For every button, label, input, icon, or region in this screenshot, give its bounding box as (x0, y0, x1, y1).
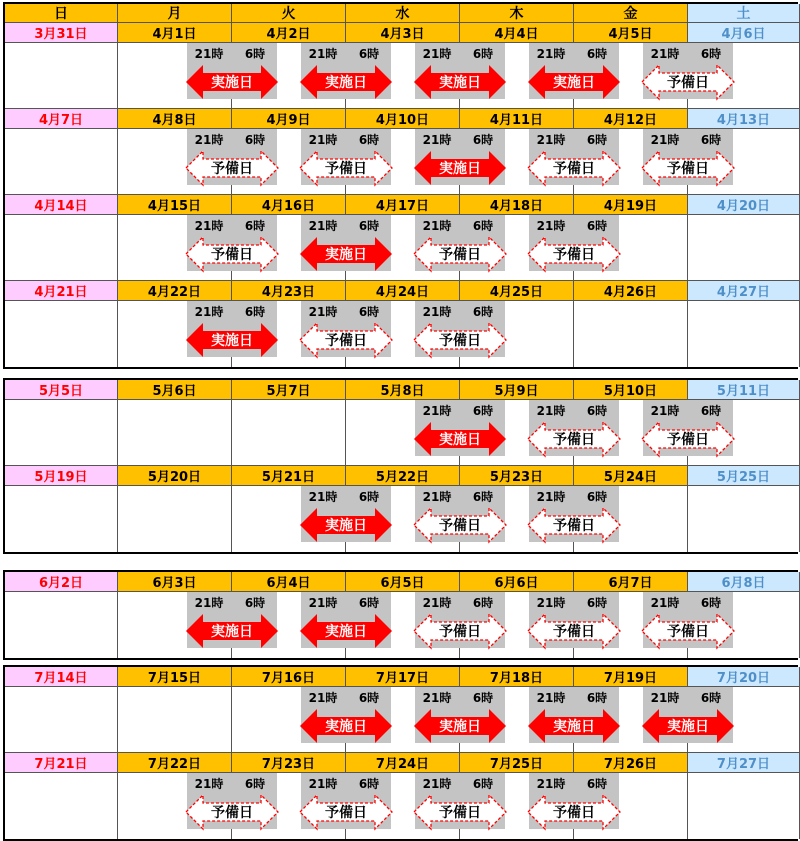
arrow-label: 予備日 (667, 75, 709, 91)
date-cell: 7月27日 (688, 753, 800, 773)
day-body-cell (5, 592, 118, 658)
date-cell: 7月15日 (118, 667, 232, 687)
implemented-day-arrow (300, 614, 392, 648)
date-cell: 4月8日 (118, 109, 232, 129)
date-cell: 4月17日 (346, 195, 460, 215)
start-time-label: 21時 (536, 404, 566, 418)
start-time-label: 21時 (194, 219, 224, 233)
reserve-day-arrow (528, 508, 620, 542)
reserve-day-arrow (642, 151, 734, 185)
reserve-day-arrow (186, 151, 278, 185)
end-time-label: 6時 (472, 133, 494, 147)
arrow-label: 予備日 (439, 333, 481, 349)
arrow-label: 予備日 (211, 247, 253, 263)
end-time-label: 6時 (700, 47, 722, 61)
date-cell: 6月7日 (574, 572, 688, 592)
arrow-label: 実施日 (325, 518, 367, 534)
arrow-label: 予備日 (553, 518, 595, 534)
reserve-day-arrow (414, 795, 506, 829)
arrow-label: 実施日 (325, 624, 367, 640)
arrow-label: 予備日 (211, 161, 253, 177)
date-cell: 4月12日 (574, 109, 688, 129)
implemented-day-arrow (300, 508, 392, 542)
start-time-label: 21時 (422, 219, 452, 233)
end-time-label: 6時 (586, 47, 608, 61)
arrow-label: 実施日 (325, 247, 367, 263)
arrow-label: 実施日 (211, 333, 253, 349)
start-time-label: 21時 (308, 47, 338, 61)
implemented-day-arrow (414, 709, 506, 743)
date-cell: 4月9日 (232, 109, 346, 129)
end-time-label: 6時 (586, 133, 608, 147)
date-cell: 4月11日 (460, 109, 574, 129)
reserve-day-arrow (528, 237, 620, 271)
end-time-label: 6時 (586, 490, 608, 504)
end-time-label: 6時 (244, 596, 266, 610)
arrow-label: 予備日 (553, 432, 595, 448)
date-cell: 3月31日 (5, 23, 118, 43)
date-cell: 7月18日 (460, 667, 574, 687)
arrow-label: 予備日 (211, 805, 253, 821)
date-cell: 4月22日 (118, 281, 232, 301)
implemented-day-arrow (186, 614, 278, 648)
start-time-label: 21時 (422, 691, 452, 705)
day-body-cell (688, 773, 800, 839)
arrow-label: 実施日 (553, 75, 595, 91)
date-cell: 5月11日 (688, 380, 800, 400)
weekday-header-3: 水 (346, 4, 460, 23)
date-cell: 5月21日 (232, 466, 346, 486)
start-time-label: 21時 (422, 47, 452, 61)
date-cell: 4月15日 (118, 195, 232, 215)
start-time-label: 21時 (308, 596, 338, 610)
start-time-label: 21時 (194, 305, 224, 319)
arrow-label: 予備日 (667, 432, 709, 448)
date-cell: 4月10日 (346, 109, 460, 129)
arrow-label: 実施日 (439, 161, 481, 177)
weekday-header-0: 日 (5, 4, 118, 23)
implemented-day-arrow (528, 709, 620, 743)
reserve-day-arrow (642, 422, 734, 456)
end-time-label: 6時 (358, 305, 380, 319)
reserve-day-arrow (186, 237, 278, 271)
date-cell: 4月1日 (118, 23, 232, 43)
calendar-block-1 (3, 2, 798, 369)
end-time-label: 6時 (358, 691, 380, 705)
date-cell: 7月20日 (688, 667, 800, 687)
date-cell: 4月13日 (688, 109, 800, 129)
date-cell: 7月24日 (346, 753, 460, 773)
end-time-label: 6時 (472, 305, 494, 319)
reserve-day-arrow (528, 422, 620, 456)
date-cell: 6月3日 (118, 572, 232, 592)
start-time-label: 21時 (422, 596, 452, 610)
end-time-label: 6時 (358, 133, 380, 147)
date-cell: 7月26日 (574, 753, 688, 773)
arrow-label: 予備日 (553, 624, 595, 640)
start-time-label: 21時 (194, 596, 224, 610)
arrow-label: 予備日 (439, 805, 481, 821)
day-body-cell (5, 687, 118, 753)
start-time-label: 21時 (536, 133, 566, 147)
start-time-label: 21時 (308, 777, 338, 791)
date-cell: 6月2日 (5, 572, 118, 592)
date-cell: 4月25日 (460, 281, 574, 301)
end-time-label: 6時 (472, 490, 494, 504)
date-cell: 4月14日 (5, 195, 118, 215)
arrow-label: 予備日 (325, 161, 367, 177)
reserve-day-arrow (300, 323, 392, 357)
end-time-label: 6時 (586, 691, 608, 705)
start-time-label: 21時 (194, 47, 224, 61)
date-cell: 4月20日 (688, 195, 800, 215)
start-time-label: 21時 (650, 596, 680, 610)
date-cell: 4月5日 (574, 23, 688, 43)
day-body-cell (5, 400, 118, 466)
reserve-day-arrow (528, 614, 620, 648)
start-time-label: 21時 (536, 490, 566, 504)
date-cell: 6月5日 (346, 572, 460, 592)
start-time-label: 21時 (308, 691, 338, 705)
weekday-header-5: 金 (574, 4, 688, 23)
reserve-day-arrow (414, 237, 506, 271)
start-time-label: 21時 (650, 691, 680, 705)
arrow-label: 予備日 (439, 518, 481, 534)
start-time-label: 21時 (308, 219, 338, 233)
arrow-label: 予備日 (553, 161, 595, 177)
start-time-label: 21時 (308, 305, 338, 319)
date-cell: 4月26日 (574, 281, 688, 301)
date-cell: 7月21日 (5, 753, 118, 773)
arrow-label: 実施日 (439, 75, 481, 91)
calendar-block-3 (3, 570, 798, 660)
end-time-label: 6時 (358, 777, 380, 791)
date-cell: 6月8日 (688, 572, 800, 592)
day-body-cell (5, 486, 118, 552)
calendar-block-2 (3, 378, 798, 554)
reserve-day-arrow (186, 795, 278, 829)
implemented-day-arrow (414, 65, 506, 99)
arrow-label: 実施日 (439, 432, 481, 448)
date-cell: 4月21日 (5, 281, 118, 301)
implemented-day-arrow (528, 65, 620, 99)
day-body-cell (5, 215, 118, 281)
day-body-cell (5, 129, 118, 195)
day-body-cell (574, 301, 688, 367)
day-body-cell (688, 486, 800, 552)
end-time-label: 6時 (700, 691, 722, 705)
arrow-label: 予備日 (325, 333, 367, 349)
arrow-label: 実施日 (667, 719, 709, 735)
date-cell: 4月6日 (688, 23, 800, 43)
start-time-label: 21時 (650, 47, 680, 61)
date-cell: 4月2日 (232, 23, 346, 43)
implemented-day-arrow (642, 709, 734, 743)
day-body-cell (5, 301, 118, 367)
weekday-header-2: 火 (232, 4, 346, 23)
end-time-label: 6時 (586, 404, 608, 418)
date-cell: 4月3日 (346, 23, 460, 43)
reserve-day-arrow (528, 795, 620, 829)
date-cell: 5月7日 (232, 380, 346, 400)
end-time-label: 6時 (472, 404, 494, 418)
start-time-label: 21時 (422, 305, 452, 319)
reserve-day-arrow (300, 795, 392, 829)
date-cell: 4月4日 (460, 23, 574, 43)
date-cell: 5月10日 (574, 380, 688, 400)
arrow-label: 実施日 (439, 719, 481, 735)
arrow-label: 予備日 (667, 161, 709, 177)
reserve-day-arrow (414, 323, 506, 357)
arrow-label: 実施日 (553, 719, 595, 735)
day-body-cell (5, 773, 118, 839)
date-cell: 7月14日 (5, 667, 118, 687)
reserve-day-arrow (528, 151, 620, 185)
date-cell: 4月19日 (574, 195, 688, 215)
date-cell: 4月7日 (5, 109, 118, 129)
day-body-cell (118, 400, 232, 466)
start-time-label: 21時 (194, 777, 224, 791)
date-cell: 5月19日 (5, 466, 118, 486)
end-time-label: 6時 (358, 490, 380, 504)
start-time-label: 21時 (536, 219, 566, 233)
reserve-day-arrow (642, 614, 734, 648)
start-time-label: 21時 (650, 133, 680, 147)
date-cell: 4月27日 (688, 281, 800, 301)
end-time-label: 6時 (586, 219, 608, 233)
arrow-label: 実施日 (211, 75, 253, 91)
start-time-label: 21時 (422, 777, 452, 791)
arrow-label: 予備日 (667, 624, 709, 640)
end-time-label: 6時 (700, 133, 722, 147)
reserve-day-arrow (642, 65, 734, 99)
reserve-day-arrow (414, 614, 506, 648)
date-cell: 4月18日 (460, 195, 574, 215)
implemented-day-arrow (300, 65, 392, 99)
day-body-cell (118, 687, 232, 753)
arrow-label: 予備日 (325, 805, 367, 821)
start-time-label: 21時 (422, 490, 452, 504)
implemented-day-arrow (414, 151, 506, 185)
end-time-label: 6時 (358, 219, 380, 233)
start-time-label: 21時 (536, 777, 566, 791)
date-cell: 5月6日 (118, 380, 232, 400)
weekday-header-6: 土 (688, 4, 800, 23)
end-time-label: 6時 (700, 596, 722, 610)
end-time-label: 6時 (244, 219, 266, 233)
date-cell: 5月5日 (5, 380, 118, 400)
arrow-label: 実施日 (325, 75, 367, 91)
arrow-label: 予備日 (553, 247, 595, 263)
reserve-day-arrow (414, 508, 506, 542)
date-cell: 7月23日 (232, 753, 346, 773)
arrow-label: 予備日 (439, 247, 481, 263)
start-time-label: 21時 (194, 133, 224, 147)
date-cell: 4月24日 (346, 281, 460, 301)
day-body-cell (232, 400, 346, 466)
calendar-block-4 (3, 665, 798, 841)
implemented-day-arrow (186, 65, 278, 99)
day-body-cell (688, 301, 800, 367)
end-time-label: 6時 (700, 404, 722, 418)
start-time-label: 21時 (536, 691, 566, 705)
start-time-label: 21時 (536, 596, 566, 610)
date-cell: 4月23日 (232, 281, 346, 301)
date-cell: 5月25日 (688, 466, 800, 486)
end-time-label: 6時 (472, 777, 494, 791)
start-time-label: 21時 (650, 404, 680, 418)
date-cell: 5月23日 (460, 466, 574, 486)
date-cell: 7月19日 (574, 667, 688, 687)
date-cell: 5月24日 (574, 466, 688, 486)
end-time-label: 6時 (244, 777, 266, 791)
date-cell: 4月16日 (232, 195, 346, 215)
arrow-label: 予備日 (439, 624, 481, 640)
end-time-label: 6時 (244, 47, 266, 61)
end-time-label: 6時 (472, 47, 494, 61)
date-cell: 5月20日 (118, 466, 232, 486)
date-cell: 6月6日 (460, 572, 574, 592)
end-time-label: 6時 (586, 596, 608, 610)
implemented-day-arrow (186, 323, 278, 357)
date-cell: 5月22日 (346, 466, 460, 486)
implemented-day-arrow (300, 709, 392, 743)
date-cell: 5月8日 (346, 380, 460, 400)
date-cell: 5月9日 (460, 380, 574, 400)
date-cell: 7月25日 (460, 753, 574, 773)
start-time-label: 21時 (308, 490, 338, 504)
end-time-label: 6時 (358, 596, 380, 610)
weekday-header-4: 木 (460, 4, 574, 23)
day-body-cell (118, 486, 232, 552)
date-cell: 6月4日 (232, 572, 346, 592)
start-time-label: 21時 (308, 133, 338, 147)
date-cell: 7月22日 (118, 753, 232, 773)
implemented-day-arrow (414, 422, 506, 456)
implemented-day-arrow (300, 237, 392, 271)
end-time-label: 6時 (472, 219, 494, 233)
end-time-label: 6時 (244, 133, 266, 147)
reserve-day-arrow (300, 151, 392, 185)
end-time-label: 6時 (472, 691, 494, 705)
end-time-label: 6時 (358, 47, 380, 61)
start-time-label: 21時 (422, 133, 452, 147)
end-time-label: 6時 (244, 305, 266, 319)
day-body-cell (688, 215, 800, 281)
weekday-header-1: 月 (118, 4, 232, 23)
start-time-label: 21時 (536, 47, 566, 61)
end-time-label: 6時 (586, 777, 608, 791)
end-time-label: 6時 (472, 596, 494, 610)
arrow-label: 予備日 (553, 805, 595, 821)
day-body-cell (5, 43, 118, 109)
date-cell: 7月16日 (232, 667, 346, 687)
start-time-label: 21時 (422, 404, 452, 418)
arrow-label: 実施日 (211, 624, 253, 640)
date-cell: 7月17日 (346, 667, 460, 687)
arrow-label: 実施日 (325, 719, 367, 735)
